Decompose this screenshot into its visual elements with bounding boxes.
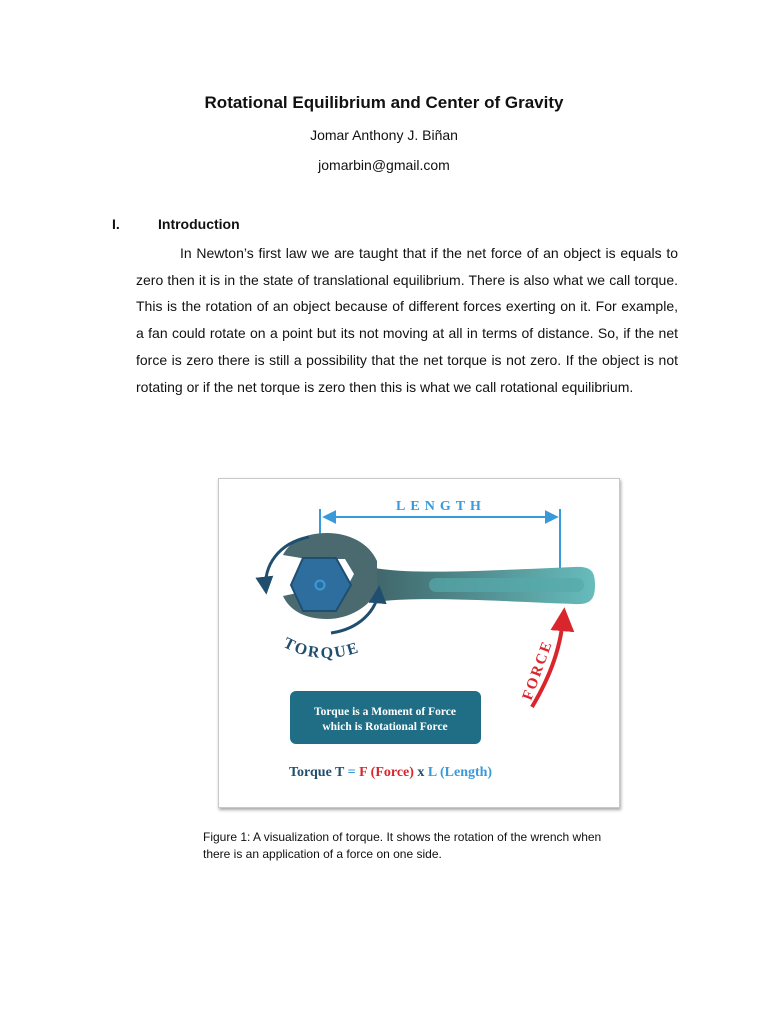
section-number: I. [112, 216, 120, 232]
length-label: LENGTH [396, 499, 486, 514]
author-email: jomarbin@gmail.com [318, 157, 450, 173]
torque-figure [218, 478, 620, 808]
torque-label [281, 635, 362, 662]
intro-paragraph: In Newton’s first law we are taught that if the net force of an object is equals to zero then it is in the state of translational equilibrium. There is also what we call torque. This is the rotation of an object because of different forces exerting on it. For example, a fan could rotate on a point but its not moving at all in terms of distance. So, if the net force is zero there is still a possibility that the net torque is not zero. If the object is not rotating or if the net torque is zero then this is what we call rotational equilibrium. [136, 245, 678, 395]
definition-line-2: which is Rotational Force [322, 721, 448, 733]
torque-illustration [219, 479, 619, 807]
formula-equals: = [347, 765, 356, 780]
figure-caption: Figure 1: A visualization of torque. It shows the rotation of the wrench when there is an application of a force on one side. [203, 830, 602, 861]
paper-title: Rotational Equilibrium and Center of Gravity [204, 93, 564, 112]
formula-length: L (Length) [427, 765, 493, 780]
wrench-handle-groove [429, 578, 584, 592]
torque-formula [289, 765, 492, 780]
definition-line-1: Torque is a Moment of Force [314, 706, 456, 718]
formula-torque: Torque T [289, 765, 345, 780]
force-label: FORCE [519, 638, 557, 703]
formula-force: F (Force) [359, 765, 414, 780]
section-title: Introduction [158, 216, 240, 232]
author-name: Jomar Anthony J. Biñan [310, 127, 458, 143]
torque-label-text: TORQUE [280, 634, 362, 663]
formula-times: x [417, 765, 425, 780]
